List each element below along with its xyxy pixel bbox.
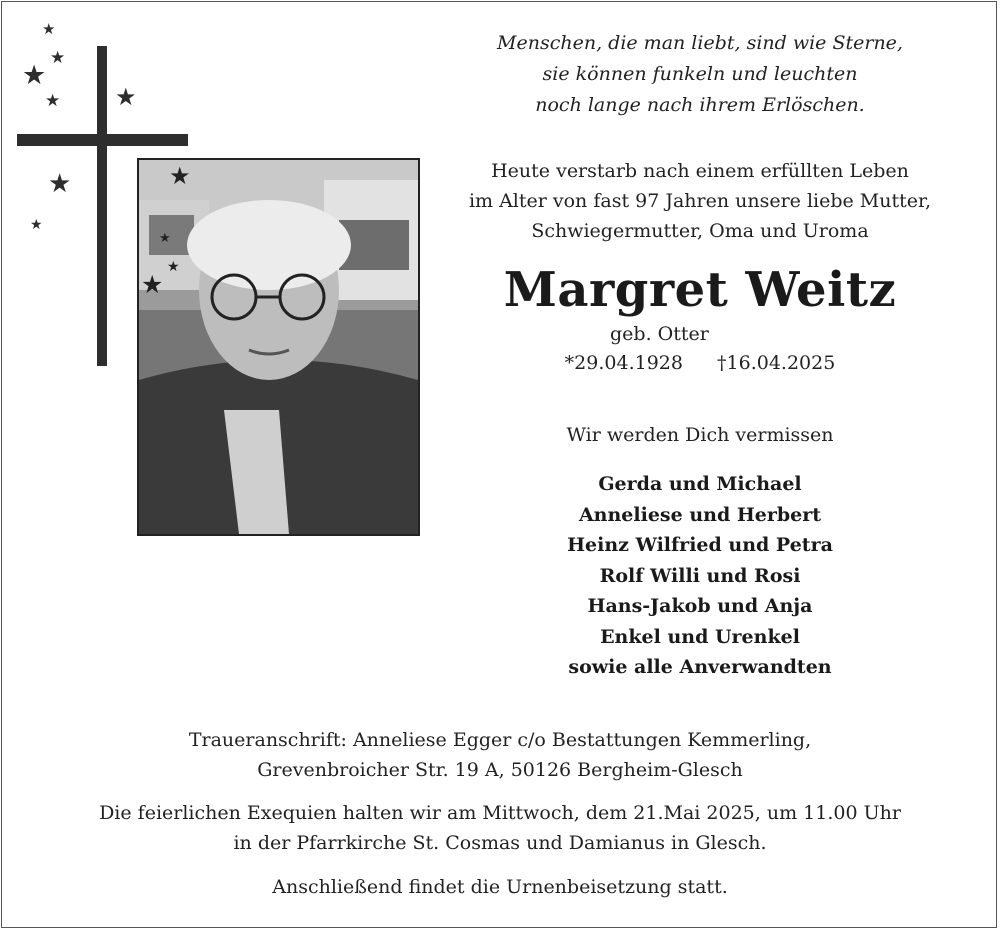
intro-line: Schwiegermutter, Oma und Uroma xyxy=(531,220,869,242)
urn-burial-info: Anschließend findet die Urnenbeisetzung statt. xyxy=(272,876,728,898)
life-dates xyxy=(440,352,960,374)
poem-line: sie können funkeln und leuchten xyxy=(542,63,858,85)
star-icon: ★ xyxy=(30,217,43,233)
intro-line: im Alter von fast 97 Jahren unsere liebe Mutter, xyxy=(468,190,932,212)
family-member: Heinz Wilfried und Petra xyxy=(567,534,833,556)
exequies-line: Die feierlichen Exequien halten wir am Mittwoch, dem 21.Mai 2025, um 11.00 Uhr xyxy=(99,802,901,824)
address-line: Grevenbroicher Str. 19 A, 50126 Bergheim-Glesch xyxy=(257,759,743,781)
mourning-address xyxy=(40,725,960,785)
star-icon: ★ xyxy=(167,259,180,275)
poem xyxy=(440,28,960,121)
star-icon: ★ xyxy=(45,91,61,111)
family-member: Rolf Willi und Rosi xyxy=(599,564,801,587)
birth-date: *29.04.1928 xyxy=(564,352,683,374)
star-icon: ★ xyxy=(141,270,164,299)
intro-line: Heute verstarb nach einem erfüllten Leben xyxy=(491,160,909,182)
cross-horizontal-bar xyxy=(17,134,188,146)
maiden-name: geb. Otter xyxy=(610,323,709,345)
cross-vertical-bar xyxy=(97,46,107,366)
poem-line: noch lange nach ihrem Erlöschen. xyxy=(535,94,865,116)
family-member: Hans-Jakob und Anja xyxy=(587,595,813,617)
star-icon: ★ xyxy=(42,20,56,38)
star-icon: ★ xyxy=(22,60,47,91)
miss-line: Wir werden Dich vermissen xyxy=(566,424,834,446)
address-line: Traueranschrift: Anneliese Egger c/o Bestattungen Kemmerling, xyxy=(188,729,812,751)
intro-text xyxy=(440,156,960,246)
family-member: Anneliese und Herbert xyxy=(578,503,822,526)
star-icon: ★ xyxy=(50,48,66,68)
family-member: sowie alle Anverwandten xyxy=(568,656,832,678)
family-member: Enkel und Urenkel xyxy=(600,625,800,648)
star-icon: ★ xyxy=(169,162,191,190)
star-icon: ★ xyxy=(115,83,137,111)
family-member: Gerda und Michael xyxy=(598,473,802,495)
star-icon: ★ xyxy=(159,231,171,246)
death-date: †16.04.2025 xyxy=(717,352,836,374)
poem-line: Menschen, die man liebt, sind wie Sterne, xyxy=(497,32,903,54)
family-list xyxy=(440,469,960,683)
star-icon: ★ xyxy=(48,169,72,199)
exequies-line: in der Pfarrkirche St. Cosmas und Damianus in Glesch. xyxy=(233,832,767,854)
deceased-name: Margret Weitz xyxy=(503,262,897,318)
exequies-info xyxy=(40,798,960,858)
portrait-photo xyxy=(137,158,420,536)
